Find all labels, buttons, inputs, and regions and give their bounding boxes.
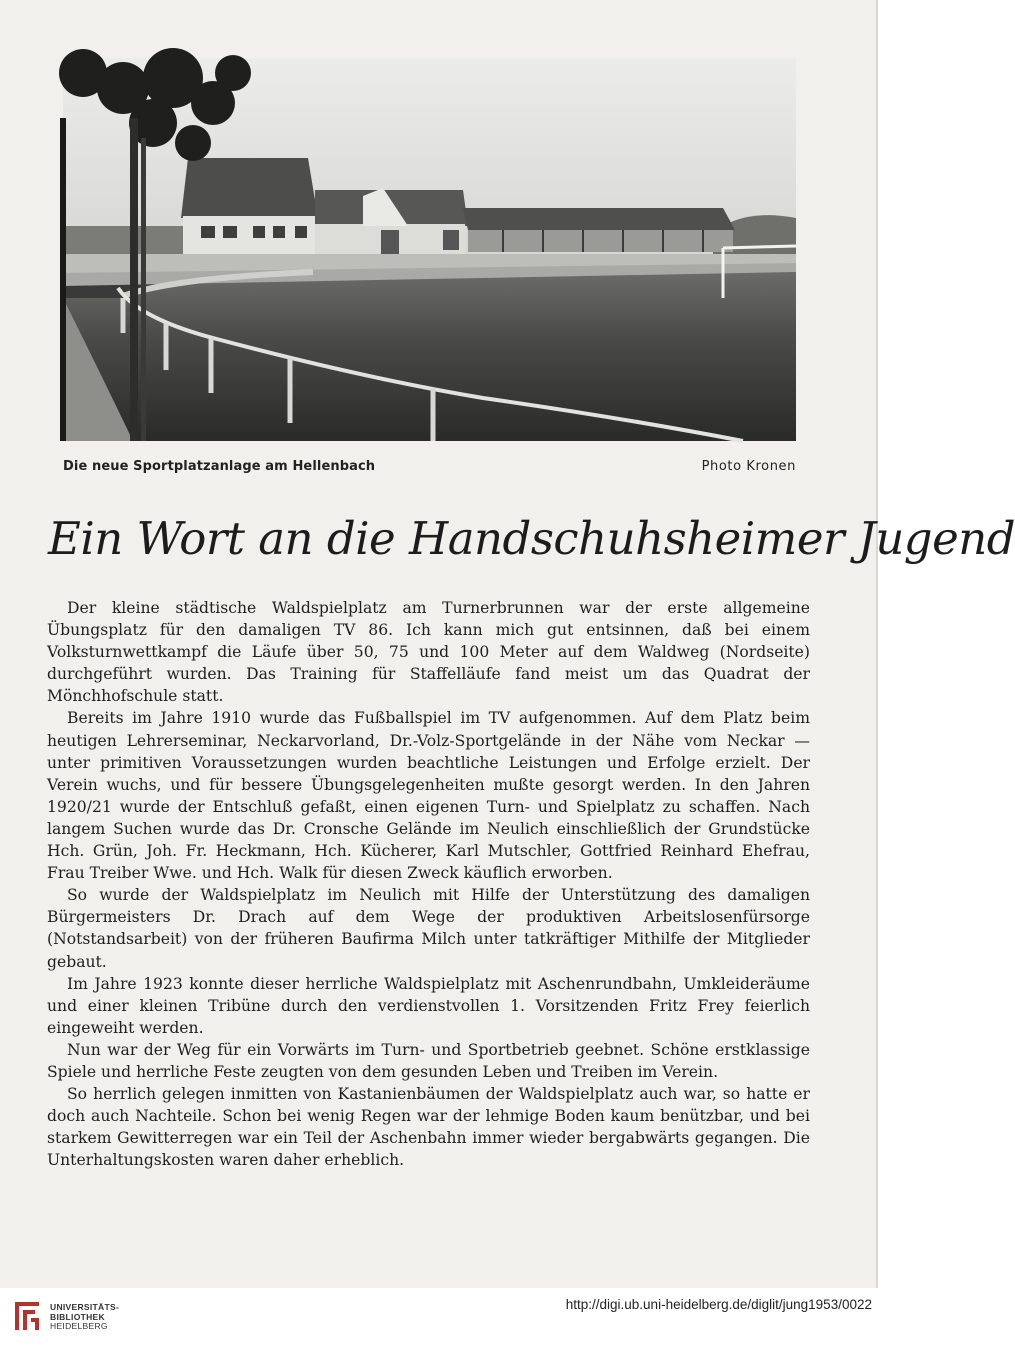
library-name: [50, 1303, 119, 1332]
library-logo-icon: [11, 1296, 43, 1336]
paragraph: Im Jahre 1923 konnte dieser herrliche Waldspielplatz mit Aschenrundbahn, Umkleideräume und einer kleinen Tribüne durch den verdienstvollen 1. Vorsitzenden Fritz Frey feierlich eingeweiht werden.: [47, 974, 810, 1037]
article-title: Ein Wort an die Handschuhsheimer Jugend: [48, 512, 1015, 565]
paragraph: Nun war der Weg für ein Vorwärts im Turn- und Sportbetrieb geebnet. Schöne erstklassige Spiele und herrliche Feste zeugten von dem gesunden Leben und Treiben im Verein.: [47, 1040, 810, 1081]
photo-credit: Photo Kronen: [701, 459, 796, 474]
caption-title: Die neue Sportplatzanlage am Hellenbach: [63, 459, 376, 474]
sports-ground-photo: [63, 58, 796, 441]
paragraph: So herrlich gelegen inmitten von Kastanienbäumen der Waldspielplatz auch war, so hatte er doch auch Nachteile. Schon bei wenig Regen war der lehmige Boden kaum benützbar, und bei starkem Gewitterregen war ein Teil der Aschenbahn immer wieder bergabwärts gegangen. Die Unterhaltungskosten waren daher erheblich.: [47, 1085, 810, 1170]
photo-caption: [63, 459, 796, 479]
permalink-url[interactable]: http://digi.ub.uni-heidelberg.de/diglit/jung1953/0022: [565, 1297, 872, 1312]
paragraph: So wurde der Waldspielplatz im Neulich mit Hilfe der Unterstützung des damaligen Bürgermeisters Dr. Drach auf dem Wege der produktiven Arbeitslosenfürsorge (Notstandsarbeit) von der früheren Baufirma Milch unter tatkräftiger Mithilfe der Mitglieder gebaut.: [47, 886, 810, 971]
library-name-line1: UNIVERSITÄTS-: [50, 1302, 120, 1312]
library-name-line2: BIBLIOTHEK: [50, 1311, 105, 1322]
paragraph: Der kleine städtische Waldspielplatz am Turnerbrunnen war der erste allgemeine Übungsplatz für den damaligen TV 86. Ich kann mich gut entsinnen, daß bei einem Volksturnwettkampf die Läufe über 50, 75 und 100 Meter auf dem Waldweg (Nordseite) durchgeführt wurden. Das Training für Staffelläufe fand meist um das Quadrat der Mönchhofschule statt.: [47, 599, 810, 706]
article-body: [47, 597, 810, 1171]
paragraph: Bereits im Jahre 1910 wurde das Fußballspiel im TV aufgenommen. Auf dem Platz beim heutigen Lehrerseminar, Neckarvorland, Dr.-Volz-Sportgelände in der Nähe vom Neckar — unter primitiven Voraussetzungen wurden beachtliche Leistungen und Erfolge erzielt. Der Verein wuchs, und für bessere Übungsgelegenheiten mußte gesorgt werden. In den Jahren 1920/21 wurde der Entschluß gefaßt, einen eigenen Turn- und Spielplatz zu schaffen. Nach langem Suchen wurde das Dr. Cronsche Gelände im Neulich einschließlich der Grundstücke Hch. Grün, Joh. Fr. Heckmann, Hch. Kücherer, Karl Mutschler, Gottfried Reinhard Ehefrau, Frau Treiber Wwe. und Hch. Walk für diesen Zweck käuflich erworben.: [47, 709, 810, 883]
library-name-line3: HEIDELBERG: [50, 1321, 108, 1332]
